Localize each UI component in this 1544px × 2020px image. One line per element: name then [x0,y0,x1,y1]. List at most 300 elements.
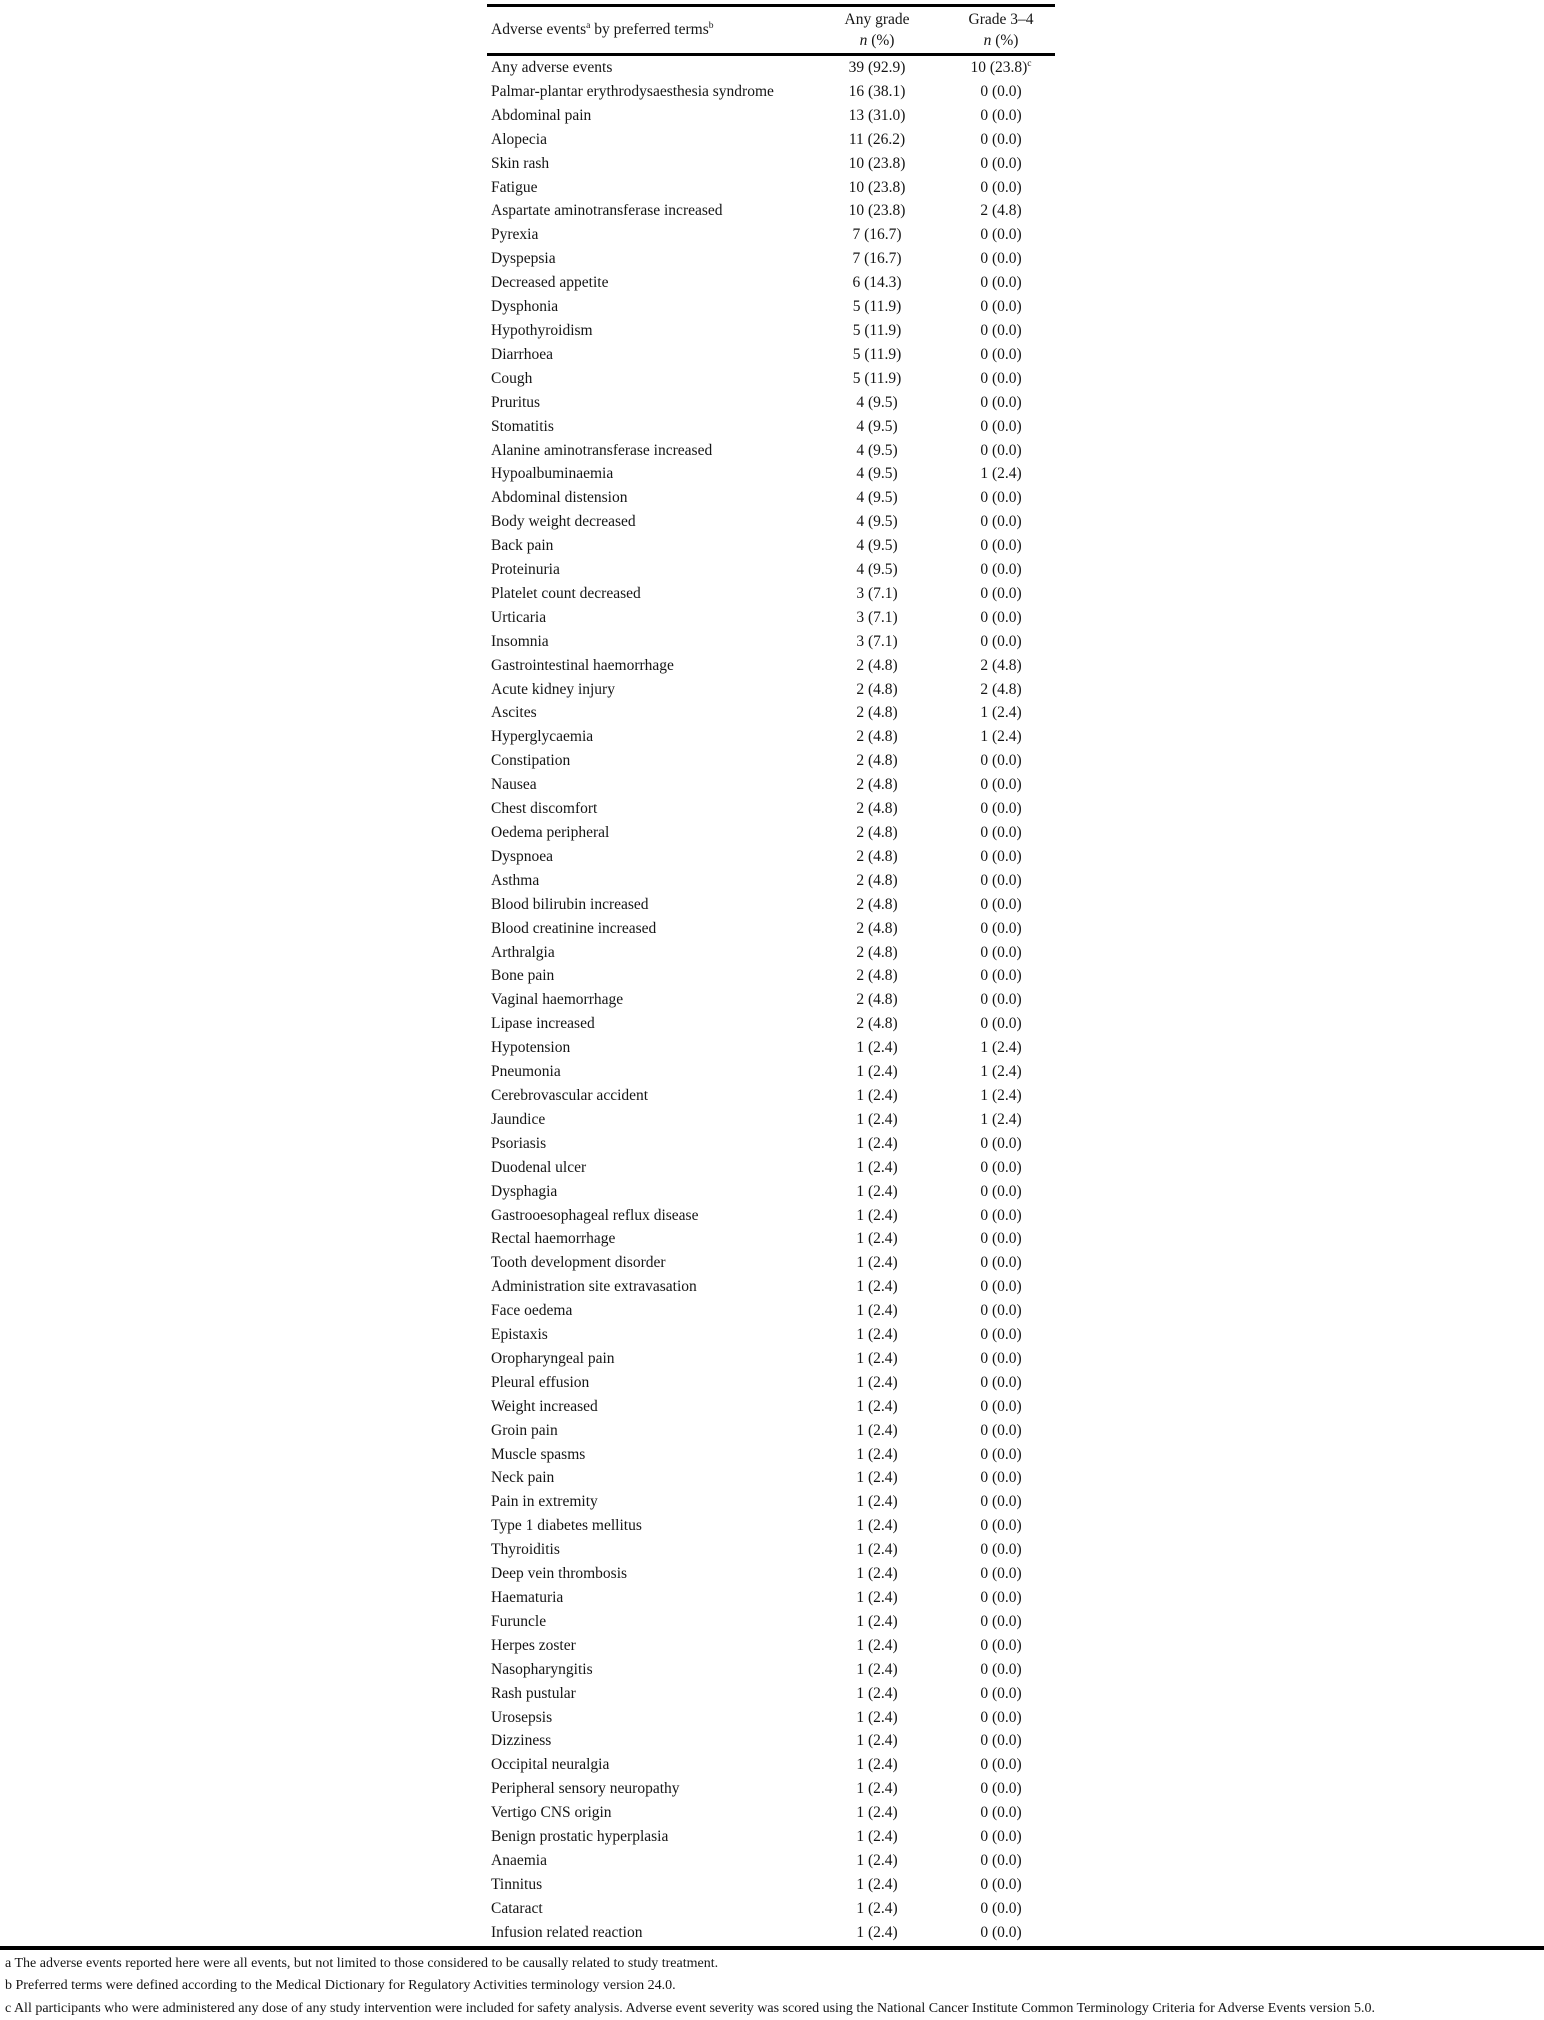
any-grade-cell: 1 (2.4) [856,1875,898,1893]
term-cell: Furuncle [491,1612,547,1630]
table-row [487,917,1055,941]
table-row [487,1753,1055,1777]
grade-3-4-cell: 0 (0.0) [980,298,1022,316]
grade-3-4-cell: 0 (0.0) [980,178,1022,196]
term-cell: Type 1 diabetes mellitus [491,1517,642,1535]
term-cell: Arthralgia [491,943,555,961]
term-cell: Herpes zoster [491,1636,576,1654]
grade-3-4-cell: 0 (0.0) [980,1278,1022,1296]
header-any-grade-label: Any grade [844,11,910,28]
grade-3-4-cell: 0 (0.0) [980,154,1022,172]
any-grade-cell: 1 (2.4) [856,1158,898,1176]
any-grade-cell: 1 (2.4) [856,1780,898,1798]
term-cell: Weight increased [491,1397,598,1415]
table-row [487,80,1055,104]
grade-3-4-cell: 0 (0.0) [980,1756,1022,1774]
grade-3-4-cell: 0 (0.0) [980,226,1022,244]
term-cell: Pruritus [491,393,541,411]
grade-3-4-cell: 0 (0.0) [980,1851,1022,1869]
any-grade-cell: 1 (2.4) [856,1541,898,1559]
term-cell: Alopecia [491,130,547,148]
term-cell: Dyspepsia [491,250,556,268]
grade-3-4-cell: 0 (0.0) [980,130,1022,148]
grade-3-4-cell: 0 (0.0) [980,1565,1022,1583]
table-row [487,1395,1055,1419]
table-row [487,1466,1055,1490]
any-grade-cell: 5 (11.9) [852,345,902,363]
any-grade-cell: 1 (2.4) [856,1899,898,1917]
table-row [487,941,1055,965]
grade-3-4-cell: 0 (0.0) [980,800,1022,818]
any-grade-cell: 2 (4.8) [856,656,898,674]
grade-3-4-cell: 0 (0.0) [980,1134,1022,1152]
any-grade-cell: 10 (23.8) [848,202,906,220]
any-grade-cell: 10 (23.8) [848,178,906,196]
term-cell: Cerebrovascular accident [491,1086,649,1104]
any-grade-cell: 1 (2.4) [856,1589,898,1606]
any-grade-cell: 7 (16.7) [852,250,902,268]
header-col1-text: Adverse events$^a$ by preferred terms$^b$ [491,19,714,38]
table-row [487,439,1055,463]
term-cell: Cough [491,369,533,387]
any-grade-cell: 1 (2.4) [856,1421,898,1439]
term-cell: Duodenal ulcer [491,1158,587,1176]
term-cell: Fatigue [491,178,538,196]
term-cell: Blood bilirubin increased [491,895,649,913]
table-row [487,319,1055,343]
term-cell: Urticaria [491,608,547,626]
grade-3-4-cell: 0 (0.0) [980,441,1022,459]
term-cell: Occipital neuralgia [491,1756,610,1774]
header-grade-3-4-n-pct: n (%) [983,32,1019,49]
adverse-events-table [487,4,1055,1945]
term-cell: Any adverse events [491,59,613,76]
table-row [487,367,1055,391]
grade-3-4-cell: 0 (0.0) [980,1684,1022,1702]
table-row [487,1299,1055,1323]
any-grade-cell: 1 (2.4) [856,1923,898,1941]
any-grade-cell: 1 (2.4) [856,1397,898,1415]
term-cell: Nasopharyngitis [491,1660,593,1678]
table-row [487,1443,1055,1467]
table-row [487,558,1055,582]
term-cell: Anaemia [491,1851,547,1869]
table-row [487,1873,1055,1897]
grade-3-4-cell: 0 (0.0) [980,847,1022,865]
table-row [487,1323,1055,1347]
any-grade-cell: 4 (9.5) [856,537,898,555]
any-grade-cell: 1 (2.4) [856,1230,898,1248]
table-row [487,1084,1055,1108]
any-grade-cell: 7 (16.7) [852,226,902,244]
table-row [487,1060,1055,1084]
term-cell: Psoriasis [491,1134,547,1152]
term-cell: Hypothyroidism [491,321,593,339]
table-row [487,797,1055,821]
table-row [487,1251,1055,1275]
grade-3-4-cell: 0 (0.0) [980,824,1022,841]
table-row [487,1180,1055,1204]
grade-3-4-cell: 0 (0.0) [980,871,1022,889]
term-cell: Aspartate aminotransferase increased [491,202,723,220]
any-grade-cell: 2 (4.8) [856,991,898,1009]
grade-3-4-cell: 0 (0.0) [980,1349,1022,1367]
table-row [487,821,1055,845]
grade-3-4-cell: 0 (0.0) [980,106,1022,124]
table-row [487,869,1055,893]
grade-3-4-cell: 0 (0.0) [980,1421,1022,1439]
any-grade-cell: 4 (9.5) [856,465,898,483]
grade-3-4-cell: 0 (0.0) [980,1541,1022,1559]
table-row [487,964,1055,988]
term-cell: Oedema peripheral [491,824,610,841]
grade-3-4-cell: 0 (0.0) [980,1230,1022,1248]
table-row [487,1347,1055,1371]
table-row [487,176,1055,200]
grade-3-4-cell: 0 (0.0) [980,1182,1022,1200]
term-cell: Dyspnoea [491,847,553,865]
grade-3-4-cell: 0 (0.0) [980,991,1022,1009]
term-cell: Bone pain [491,967,555,985]
any-grade-cell: 1 (2.4) [856,1756,898,1774]
term-cell: Jaundice [491,1110,546,1128]
term-cell: Nausea [491,776,537,794]
grade-3-4-cell: 0 (0.0) [980,1636,1022,1654]
any-grade-cell: 2 (4.8) [856,680,898,698]
any-grade-cell: 5 (11.9) [852,369,902,387]
term-cell: Neck pain [491,1469,555,1487]
grade-3-4-cell: 0 (0.0) [980,1015,1022,1033]
term-cell: Gastrooesophageal reflux disease [491,1206,699,1224]
table-row [487,534,1055,558]
any-grade-cell: 1 (2.4) [856,1517,898,1535]
footnote-c: c All participants who were administered any dose of any study intervention were included for safety analysis. Adverse event severity was scored using the National Cancer Institute Common Terminology Criteria for Adverse Events version 5.0. [5,2000,1376,2016]
header-grade-3-4-label: Grade 3–4 [968,11,1034,28]
term-cell: Abdominal pain [491,106,592,124]
grade-3-4-cell: 0 (0.0) [980,537,1022,555]
grade-3-4-cell: 0 (0.0) [980,369,1022,387]
any-grade-cell: 1 (2.4) [856,1182,898,1200]
term-cell: Proteinuria [491,561,560,579]
grade-3-4-cell: 1 (2.4) [980,1039,1022,1057]
term-cell: Acute kidney injury [491,680,615,698]
term-cell: Insomnia [491,632,549,650]
table-row [487,1586,1055,1610]
term-cell: Urosepsis [491,1708,553,1726]
any-grade-cell: 1 (2.4) [856,1373,898,1391]
footnote-marker-a: a [586,19,591,31]
term-cell: Rash pustular [491,1684,576,1702]
table-row [487,1227,1055,1251]
term-cell: Oropharyngeal pain [491,1349,615,1367]
term-cell: Haematuria [491,1589,564,1606]
any-grade-cell: 16 (38.1) [848,82,906,100]
any-grade-cell: 1 (2.4) [856,1086,898,1104]
any-grade-cell: 1 (2.4) [856,1302,898,1320]
term-cell: Tinnitus [491,1875,543,1893]
grade-3-4-cell: 0 (0.0) [980,393,1022,411]
any-grade-cell: 4 (9.5) [856,393,898,411]
term-cell: Stomatitis [491,417,554,435]
grade-3-4-cell: 0 (0.0) [980,321,1022,339]
grade-3-4-cell: 0 (0.0) [980,919,1022,937]
any-grade-cell: 2 (4.8) [856,824,898,841]
term-cell: Tooth development disorder [491,1254,666,1272]
grade-3-4-cell: 0 (0.0) [980,1899,1022,1917]
term-cell: Chest discomfort [491,800,598,818]
table-row [487,223,1055,247]
term-cell: Skin rash [491,154,550,172]
term-cell: Pyrexia [491,226,539,244]
any-grade-cell: 13 (31.0) [848,106,906,124]
table-row [487,1012,1055,1036]
term-cell: Blood creatinine increased [491,919,657,937]
table-row [487,606,1055,630]
term-cell: Platelet count decreased [491,584,641,602]
grade-3-4-cell: 0 (0.0) [980,1804,1022,1822]
any-grade-cell: 3 (7.1) [856,632,898,650]
term-cell: Dysphonia [491,298,559,316]
grade-3-4-cell: 0 (0.0) [980,82,1022,100]
table-row [487,415,1055,439]
term-cell: Lipase increased [491,1015,595,1033]
footnote-marker-c: c [1027,57,1032,69]
grade-3-4-cell: 0 (0.0) [980,1397,1022,1415]
table-row [487,988,1055,1012]
grade-3-4-cell: 0 (0.0) [980,250,1022,268]
table-row [487,56,1055,80]
table-row [487,1634,1055,1658]
grade-3-4-cell: 0 (0.0) [980,1517,1022,1535]
term-cell: Vaginal haemorrhage [491,991,624,1009]
table-bottom-rule [0,1946,1544,1950]
term-cell: Decreased appetite [491,274,609,292]
any-grade-cell: 4 (9.5) [856,561,898,579]
any-grade-cell: 3 (7.1) [856,608,898,626]
grade-3-4-cell: 0 (0.0) [980,345,1022,363]
any-grade-cell: 1 (2.4) [856,1254,898,1272]
grade-3-4-cell: 0 (0.0) [980,513,1022,531]
term-cell: Vertigo CNS origin [491,1804,612,1822]
grade-3-4-cell: 0 (0.0) [980,1469,1022,1487]
table-row [487,678,1055,702]
grade-3-4-cell: 0 (0.0) [980,608,1022,626]
table-row [487,749,1055,773]
grade-3-4-cell: 0 (0.0) [980,1780,1022,1798]
grade-3-4-cell: 0 (0.0) [980,1923,1022,1941]
term-cell: Asthma [491,871,540,889]
any-grade-cell: 5 (11.9) [852,321,902,339]
table-row [487,893,1055,917]
grade-3-4-cell: 1 (2.4) [980,465,1022,483]
grade-3-4-cell: 0 (0.0) [980,1589,1022,1606]
table-row [487,1610,1055,1634]
footnote-b: b Preferred terms were defined according to the Medical Dictionary for Regulatory Activities terminology version 24.0. [5,1978,676,1994]
grade-3-4-cell: 0 (0.0) [980,1445,1022,1463]
any-grade-cell: 1 (2.4) [856,1134,898,1152]
grade-3-4-cell: 0 (0.0) [980,1875,1022,1893]
footnotes [5,1953,1543,2020]
any-grade-cell: 5 (11.9) [852,298,902,316]
grade-3-4-cell: 2 (4.8) [980,202,1022,220]
term-cell: Dizziness [491,1732,552,1750]
term-cell: Dysphagia [491,1182,558,1200]
any-grade-cell: 1 (2.4) [856,1708,898,1726]
any-grade-cell: 1 (2.4) [856,1039,898,1057]
table-row [487,1419,1055,1443]
grade-3-4-cell: 0 (0.0) [980,1732,1022,1750]
table-row [487,391,1055,415]
table-row [487,654,1055,678]
table-row [487,1538,1055,1562]
header-adverse-events [487,7,807,53]
grade-3-4-cell: 0 (0.0) [980,561,1022,579]
table-row [487,295,1055,319]
any-grade-cell: 1 (2.4) [856,1851,898,1869]
table-row [487,104,1055,128]
term-cell: Pleural effusion [491,1373,590,1391]
grade-3-4-cell: 1 (2.4) [980,704,1022,722]
term-cell: Hyperglycaemia [491,728,594,746]
term-cell: Benign prostatic hyperplasia [491,1828,669,1846]
any-grade-cell: 1 (2.4) [856,1063,898,1081]
any-grade-cell: 39 (92.9) [848,59,906,76]
term-cell: Deep vein thrombosis [491,1565,628,1583]
grade-3-4-cell: 0 (0.0) [980,967,1022,985]
term-cell: Peripheral sensory neuropathy [491,1780,680,1798]
any-grade-cell: 2 (4.8) [856,967,898,985]
grade-3-4-cell: 1 (2.4) [980,1063,1022,1081]
table-row [487,1921,1055,1945]
table-row [487,701,1055,725]
any-grade-cell: 1 (2.4) [856,1493,898,1511]
grade-3-4-cell: 0 (0.0) [980,895,1022,913]
any-grade-cell: 1 (2.4) [856,1326,898,1344]
any-grade-cell: 1 (2.4) [856,1660,898,1678]
any-grade-cell: 1 (2.4) [856,1828,898,1846]
table-row [487,1371,1055,1395]
grade-3-4-cell: 0 (0.0) [980,1612,1022,1630]
grade-3-4-cell: 0 (0.0) [980,1828,1022,1846]
table-row [487,199,1055,223]
table-row [487,128,1055,152]
grade-3-4-cell: 0 (0.0) [980,584,1022,602]
term-cell: Infusion related reaction [491,1923,643,1941]
grade-3-4-cell: 0 (0.0) [980,1302,1022,1320]
table-row [487,1562,1055,1586]
any-grade-cell: 4 (9.5) [856,489,898,507]
any-grade-cell: 1 (2.4) [856,1636,898,1654]
any-grade-cell: 2 (4.8) [856,847,898,865]
table-row [487,510,1055,534]
grade-3-4-cell: 0 (0.0) [980,943,1022,961]
any-grade-cell: 1 (2.4) [856,1445,898,1463]
table-body [487,56,1055,1945]
table-row [487,1777,1055,1801]
table-row [487,486,1055,510]
any-grade-cell: 2 (4.8) [856,943,898,961]
term-cell: Palmar-plantar erythrodysaesthesia syndrome [491,82,774,100]
table-row [487,1801,1055,1825]
any-grade-cell: 11 (26.2) [848,130,906,148]
grade-3-4-cell: 0 (0.0) [980,1206,1022,1224]
any-grade-cell: 1 (2.4) [856,1206,898,1224]
table-row [487,462,1055,486]
term-cell: Hypoalbuminaemia [491,465,614,483]
term-cell: Face oedema [491,1302,573,1320]
any-grade-cell: 2 (4.8) [856,871,898,889]
grade-3-4-cell: 0 (0.0) [980,274,1022,292]
table-row [487,1706,1055,1730]
table-row [487,152,1055,176]
term-cell: Pain in extremity [491,1493,598,1511]
term-cell: Cataract [491,1899,543,1917]
grade-3-4-cell: 0 (0.0) [980,776,1022,794]
any-grade-cell: 2 (4.8) [856,776,898,794]
header-any-grade-n-pct: n (%) [859,32,895,49]
any-grade-cell: 2 (4.8) [856,895,898,913]
table-row [487,1490,1055,1514]
grade-3-4-cell: 0 (0.0) [980,489,1022,507]
any-grade-cell: 1 (2.4) [856,1612,898,1630]
footnote-marker-b: b [708,19,714,31]
table-row [487,1849,1055,1873]
grade-3-4-cell: 0 (0.0) [980,417,1022,435]
table-row [487,725,1055,749]
any-grade-cell: 1 (2.4) [856,1278,898,1296]
any-grade-cell: 2 (4.8) [856,704,898,722]
header-any-grade [807,7,947,53]
any-grade-cell: 1 (2.4) [856,1732,898,1750]
term-cell: Abdominal distension [491,489,628,507]
any-grade-cell: 6 (14.3) [852,274,902,292]
any-grade-cell: 4 (9.5) [856,441,898,459]
table-row [487,247,1055,271]
grade-3-4-cell: 1 (2.4) [980,1086,1022,1104]
grade-3-4-cell: 2 (4.8) [980,680,1022,698]
table-row [487,271,1055,295]
term-cell: Administration site extravasation [491,1278,697,1296]
grade-3-4-cell: 0 (0.0) [980,1708,1022,1726]
term-cell: Gastrointestinal haemorrhage [491,656,674,674]
footnote-a: a The adverse events reported here were all events, but not limited to those considered to be causally related to study treatment. [5,1956,719,1971]
any-grade-cell: 1 (2.4) [856,1804,898,1822]
any-grade-cell: 2 (4.8) [856,919,898,937]
any-grade-cell: 1 (2.4) [856,1684,898,1702]
term-cell: Muscle spasms [491,1445,586,1463]
grade-3-4-cell: 1 (2.4) [980,728,1022,746]
table-row [487,1729,1055,1753]
grade-3-4-cell: 0 (0.0) [980,632,1022,650]
term-cell: Back pain [491,537,554,555]
term-cell: Epistaxis [491,1326,548,1344]
grade-3-4-cell: 1 (2.4) [980,1110,1022,1128]
grade-3-4-cell: 0 (0.0) [980,1373,1022,1391]
table-row [487,1658,1055,1682]
grade-3-4-cell: 10 $(23.8)^c$ [970,57,1032,76]
table-row [487,1514,1055,1538]
term-cell: Rectal haemorrhage [491,1230,616,1248]
any-grade-cell: 2 (4.8) [856,1015,898,1033]
grade-3-4-cell: 0 (0.0) [980,1493,1022,1511]
any-grade-cell: 10 (23.8) [848,154,906,172]
table-row [487,630,1055,654]
table-row [487,1682,1055,1706]
grade-3-4-cell: 0 (0.0) [980,1158,1022,1176]
table-row [487,582,1055,606]
table-row [487,1825,1055,1849]
any-grade-cell: 1 (2.4) [856,1469,898,1487]
